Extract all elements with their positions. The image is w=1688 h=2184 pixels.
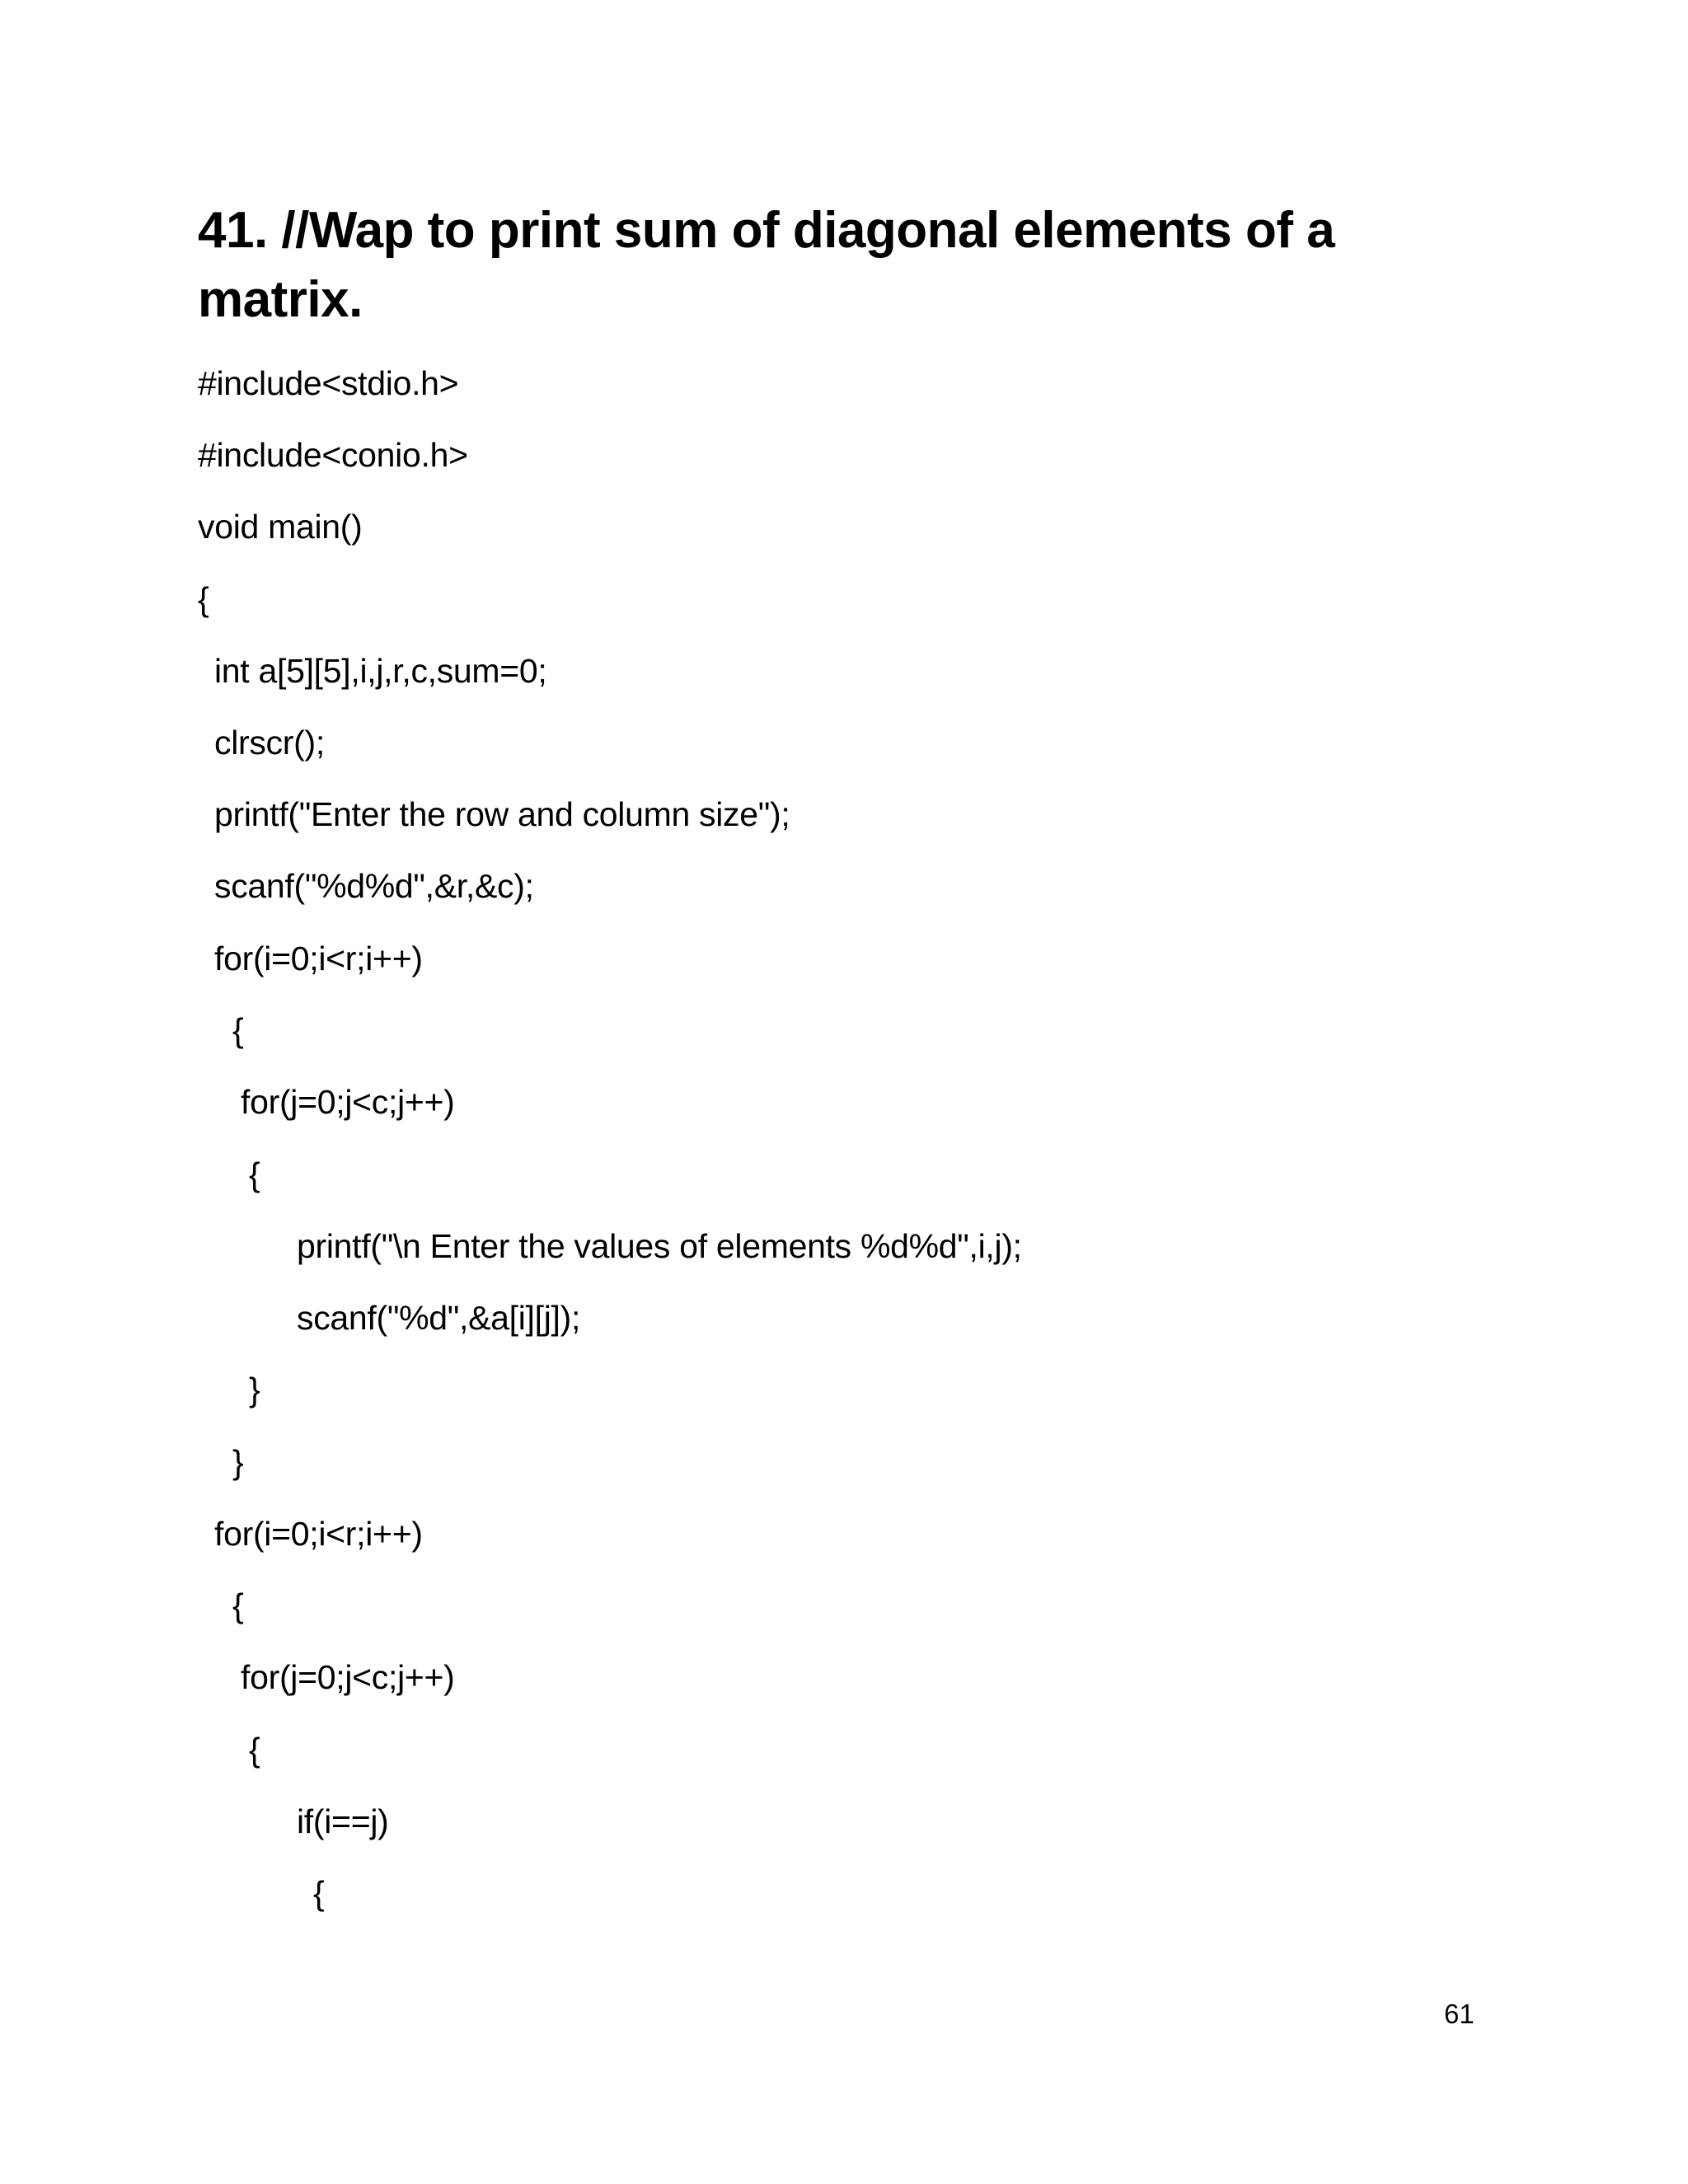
code-line: { bbox=[249, 1731, 260, 1769]
code-line: #include<conio.h> bbox=[198, 436, 468, 474]
code-line: printf("\n Enter the values of elements %d%d",i,j); bbox=[297, 1227, 1022, 1265]
code-line: { bbox=[198, 580, 209, 618]
code-line: clrscr(); bbox=[214, 724, 325, 762]
code-line: int a[5][5],i,j,r,c,sum=0; bbox=[214, 652, 547, 690]
code-line: } bbox=[249, 1371, 260, 1408]
code-line: for(i=0;i<r;i++) bbox=[214, 1515, 423, 1553]
code-line: { bbox=[232, 1586, 244, 1624]
code-line: scanf("%d",&a[i][j]); bbox=[297, 1299, 581, 1337]
code-line: if(i==j) bbox=[297, 1802, 389, 1840]
code-line: { bbox=[232, 1011, 244, 1049]
code-line: #include<stdio.h> bbox=[198, 364, 459, 402]
code-line: void main() bbox=[198, 508, 363, 546]
code-line: scanf("%d%d",&r,&c); bbox=[214, 867, 534, 905]
code-line: { bbox=[249, 1155, 260, 1193]
code-line: { bbox=[313, 1874, 325, 1912]
code-line: } bbox=[232, 1443, 244, 1481]
code-line: printf("Enter the row and column size"); bbox=[214, 795, 790, 833]
code-line: for(j=0;j<c;j++) bbox=[241, 1083, 455, 1121]
page-number: 61 bbox=[1444, 1999, 1475, 2029]
page-heading: 41. //Wap to print sum of diagonal elements of a matrix. bbox=[198, 202, 1335, 328]
code-line: for(j=0;j<c;j++) bbox=[241, 1658, 455, 1696]
code-line: for(i=0;i<r;i++) bbox=[214, 940, 423, 977]
